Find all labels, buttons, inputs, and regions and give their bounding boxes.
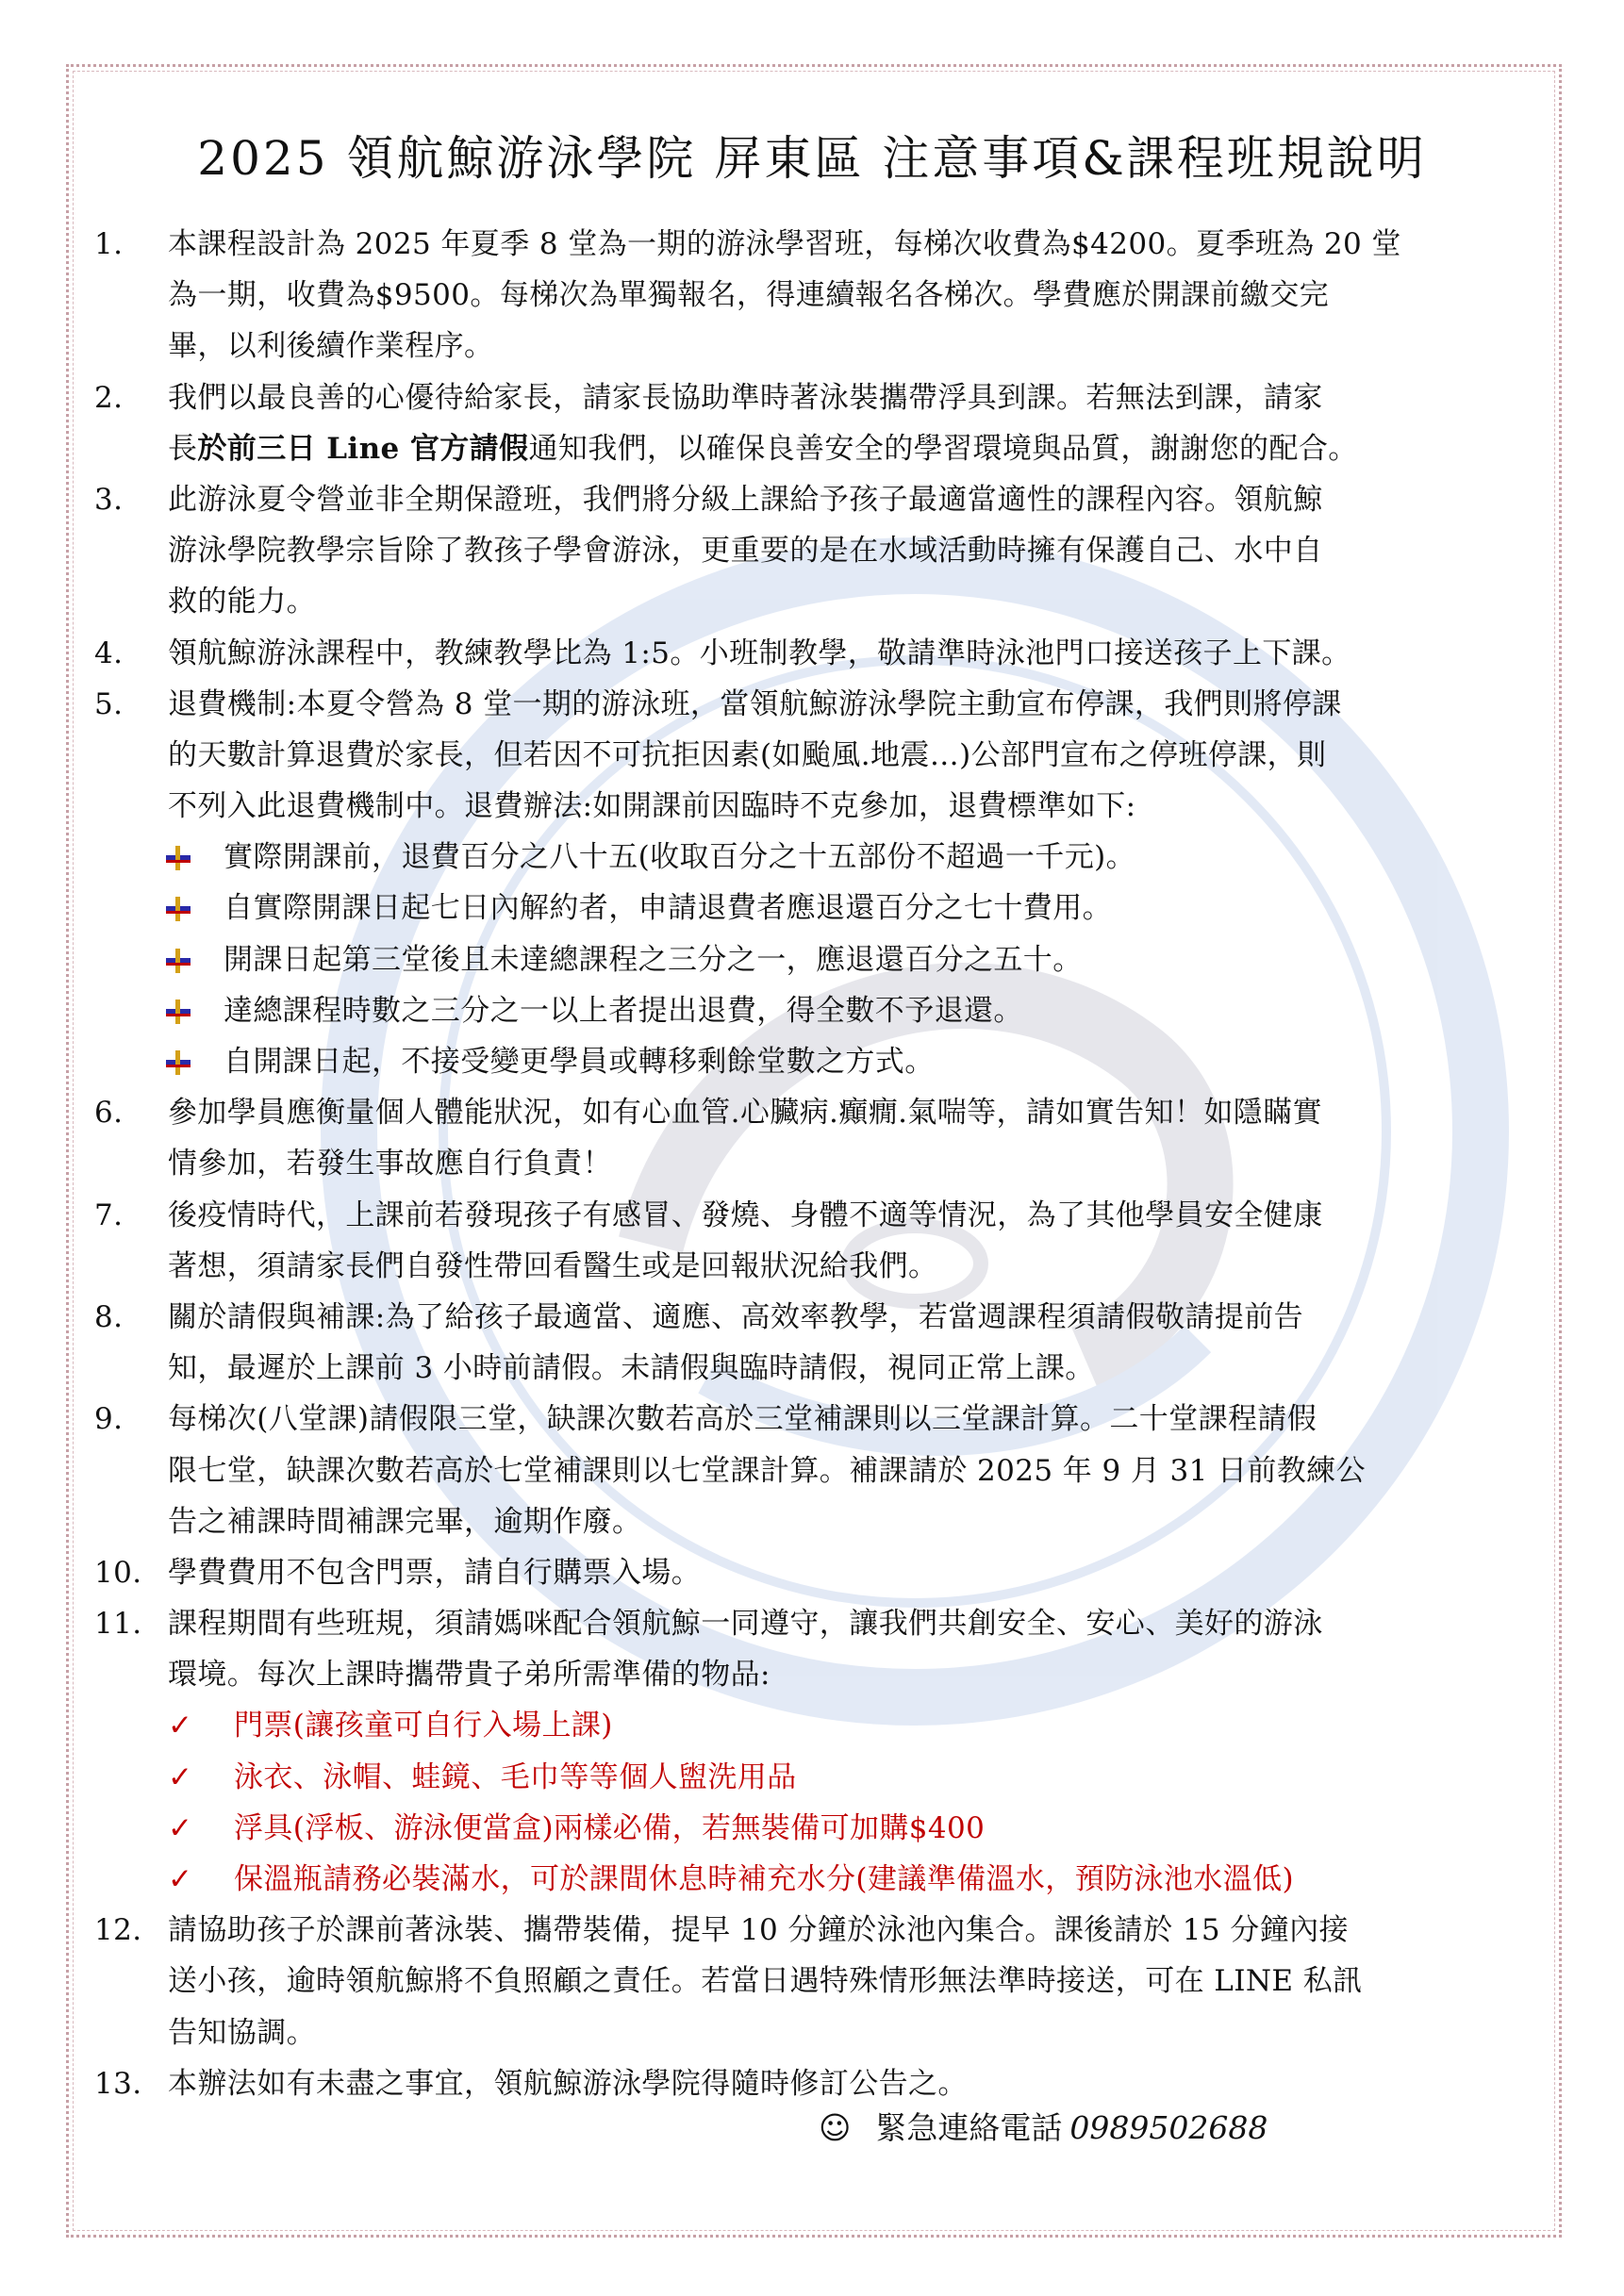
item-text: 我們以最良善的心優待給家長，請家長協助準時著泳裝攜帶浮具到課。若無法到課，請家 bbox=[168, 380, 1323, 415]
refund-rule-text: 開課日起第三堂後且未達總課程之三分之一，應退還百分之五十。 bbox=[224, 942, 1083, 977]
item-text-pre: 長 bbox=[168, 431, 198, 466]
checklist-text: 泳衣、泳帽、蛙鏡、毛巾等等個人盥洗用品 bbox=[234, 1759, 797, 1794]
item-text: 課程期間有些班規，須請媽咪配合領航鯨一同遵守，讓我們共創安全、安心、美好的游泳 bbox=[168, 1607, 1323, 1642]
item-text: 此游泳夏令營並非全期保證班，我們將分級上課給予孩子最適當適性的課程內容。領航鯨 bbox=[168, 482, 1323, 517]
plus-bullet-icon bbox=[162, 883, 194, 933]
item-number: 7. bbox=[94, 1198, 124, 1232]
item-text: 告知協調。 bbox=[168, 2015, 316, 2050]
checklist-text: 門票(讓孩童可自行入場上課) bbox=[234, 1709, 613, 1743]
item-text-post: 通知我們，以確保良善安全的學習環境與品質，謝謝您的配合。 bbox=[528, 431, 1358, 466]
item-text: 退費機制:本夏令營為 8 堂一期的游泳班，當領航鯨游泳學院主動宣布停課，我們則將停課 bbox=[168, 686, 1342, 721]
list-item bbox=[94, 219, 1528, 270]
item-text: 請協助孩子於課前著泳裝、攜帶裝備，提早 10 分鐘於泳池內集合。課後請於 15 分鐘內接 bbox=[168, 1913, 1349, 1948]
list-item bbox=[94, 1292, 1528, 1343]
item-text: 救的能力。 bbox=[168, 585, 316, 619]
list-item bbox=[94, 1905, 1528, 1956]
list-item bbox=[94, 628, 1528, 679]
item-text: 限七堂，缺課次數若高於七堂補課則以七堂課計算。補課請於 2025 年 9 月 31 日前教練公 bbox=[168, 1453, 1366, 1488]
page-title: 2025 領航鯨游泳學院 屏東區 注意事項&課程班規說明 bbox=[197, 131, 1427, 186]
plus-bullet-icon bbox=[162, 832, 194, 883]
list-item bbox=[94, 1394, 1528, 1445]
checklist-item bbox=[94, 1803, 1528, 1854]
item-text: 著想，須請家長們自發性帶回看醫生或是回報狀況給我們。 bbox=[168, 1248, 938, 1283]
item-number: 2. bbox=[94, 380, 124, 415]
refund-rule-text: 自開課日起，不接受變更學員或轉移剩餘堂數之方式。 bbox=[224, 1045, 935, 1079]
item-text: 情參加，若發生事故應自行負責！ bbox=[168, 1147, 612, 1181]
item-number: 6. bbox=[94, 1096, 124, 1131]
check-icon: ✓ bbox=[168, 1862, 193, 1896]
plus-bullet-icon bbox=[162, 1036, 194, 1087]
item-number: 10. bbox=[94, 1555, 142, 1590]
refund-rule bbox=[94, 985, 1528, 1036]
list-item bbox=[94, 679, 1528, 730]
list-item bbox=[94, 372, 1528, 423]
checklist-item bbox=[94, 1752, 1528, 1803]
refund-rule bbox=[94, 934, 1528, 985]
item-number: 3. bbox=[94, 482, 124, 517]
item-number: 4. bbox=[94, 636, 124, 670]
list-item bbox=[94, 474, 1528, 525]
item-text: 每梯次(八堂課)請假限三堂，缺課次數若高於三堂補課則以三堂課計算。二十堂課程請假 bbox=[168, 1402, 1317, 1437]
refund-rule-text: 自實際開課日起七日內解約者，申請退費者應退還百分之七十費用。 bbox=[224, 891, 1112, 926]
item-number: 11. bbox=[94, 1607, 142, 1642]
refund-rule-text: 實際開課前，退費百分之八十五(收取百分之十五部份不超過一千元)。 bbox=[224, 840, 1135, 875]
emergency-contact bbox=[819, 2103, 1268, 2154]
contact-label: 緊急連絡電話 bbox=[875, 2109, 1063, 2146]
item-number: 5. bbox=[94, 686, 124, 721]
item-text: 畢，以利後續作業程序。 bbox=[168, 329, 494, 364]
list-item bbox=[94, 2058, 1528, 2109]
checklist-item bbox=[94, 1854, 1528, 1905]
item-text: 告之補課時間補課完畢，逾期作廢。 bbox=[168, 1504, 642, 1539]
item-text: 後疫情時代，上課前若發現孩子有感冒、發燒、身體不適等情況，為了其他學員安全健康 bbox=[168, 1198, 1323, 1232]
item-number: 13. bbox=[94, 2066, 142, 2101]
refund-rule bbox=[94, 883, 1528, 933]
item-number: 12. bbox=[94, 1913, 142, 1948]
item-text: 學費費用不包含門票，請自行購票入場。 bbox=[168, 1555, 702, 1590]
item-text: 參加學員應衡量個人體能狀況，如有心血管.心臟病.癲癇.氣喘等，請如實告知！如隱瞞實 bbox=[168, 1096, 1322, 1131]
refund-rule bbox=[94, 832, 1528, 883]
rules-list bbox=[94, 219, 1528, 2109]
list-item bbox=[94, 1087, 1528, 1138]
item-text: 為一期，收費為$9500。每梯次為單獨報名，得連續報名各梯次。學費應於開課前繳交完 bbox=[168, 278, 1330, 313]
item-text: 本辦法如有未盡之事宜，領航鯨游泳學院得隨時修訂公告之。 bbox=[168, 2066, 968, 2101]
check-icon: ✓ bbox=[168, 1759, 193, 1794]
item-text: 送小孩，逾時領航鯨將不負照顧之責任。若當日遇特殊情形無法準時接送，可在 LINE 私訊 bbox=[168, 1964, 1363, 1999]
list-item bbox=[94, 1190, 1528, 1241]
list-item bbox=[94, 1547, 1528, 1598]
item-number: 8. bbox=[94, 1299, 124, 1334]
refund-rule-text: 達總課程時數之三分之一以上者提出退費，得全數不予退還。 bbox=[224, 993, 1023, 1028]
item-text bbox=[168, 423, 1358, 474]
item-text: 本課程設計為 2025 年夏季 8 堂為一期的游泳學習班，每梯次收費為$4200。夏季班為 20 堂 bbox=[168, 227, 1401, 261]
smiley-icon: ☺ bbox=[819, 2109, 852, 2146]
checklist-item bbox=[94, 1700, 1528, 1751]
contact-phone: 0989502688 bbox=[1069, 2109, 1268, 2146]
list-item bbox=[94, 1598, 1528, 1649]
check-icon: ✓ bbox=[168, 1709, 193, 1743]
item-text: 不列入此退費機制中。退費辦法:如開課前因臨時不克參加，退費標準如下: bbox=[168, 789, 1136, 824]
checklist-text: 浮具(浮板、游泳便當盒)兩樣必備，若無裝備可加購$400 bbox=[234, 1810, 986, 1845]
item-text: 關於請假與補課:為了給孩子最適當、適應、高效率教學，若當週課程須請假敬請提前告 bbox=[168, 1299, 1304, 1334]
item-text: 環境。每次上課時攜帶貴子弟所需準備的物品: bbox=[168, 1658, 771, 1693]
item-number: 9. bbox=[94, 1402, 124, 1437]
check-icon: ✓ bbox=[168, 1810, 193, 1845]
item-text: 知，最遲於上課前 3 小時前請假。未請假與臨時請假，視同正常上課。 bbox=[168, 1351, 1095, 1386]
checklist-text: 保溫瓶請務必裝滿水，可於課間休息時補充水分(建議準備溫水，預防泳池水溫低) bbox=[234, 1862, 1294, 1896]
item-text-bold: 於前三日 Line 官方請假 bbox=[197, 431, 529, 466]
refund-rule bbox=[94, 1036, 1528, 1087]
item-number: 1. bbox=[94, 227, 124, 261]
item-text: 領航鯨游泳課程中，教練教學比為 1:5。小班制教學，敬請準時泳池門口接送孩子上下課。 bbox=[168, 636, 1351, 670]
item-text: 的天數計算退費於家長，但若因不可抗拒因素(如颱風.地震…)公部門宣布之停班停課，則 bbox=[168, 737, 1327, 772]
plus-bullet-icon bbox=[162, 934, 194, 985]
plus-bullet-icon bbox=[162, 985, 194, 1036]
item-text: 游泳學院教學宗旨除了教孩子學會游泳，更重要的是在水域活動時擁有保護自己、水中自 bbox=[168, 534, 1323, 569]
